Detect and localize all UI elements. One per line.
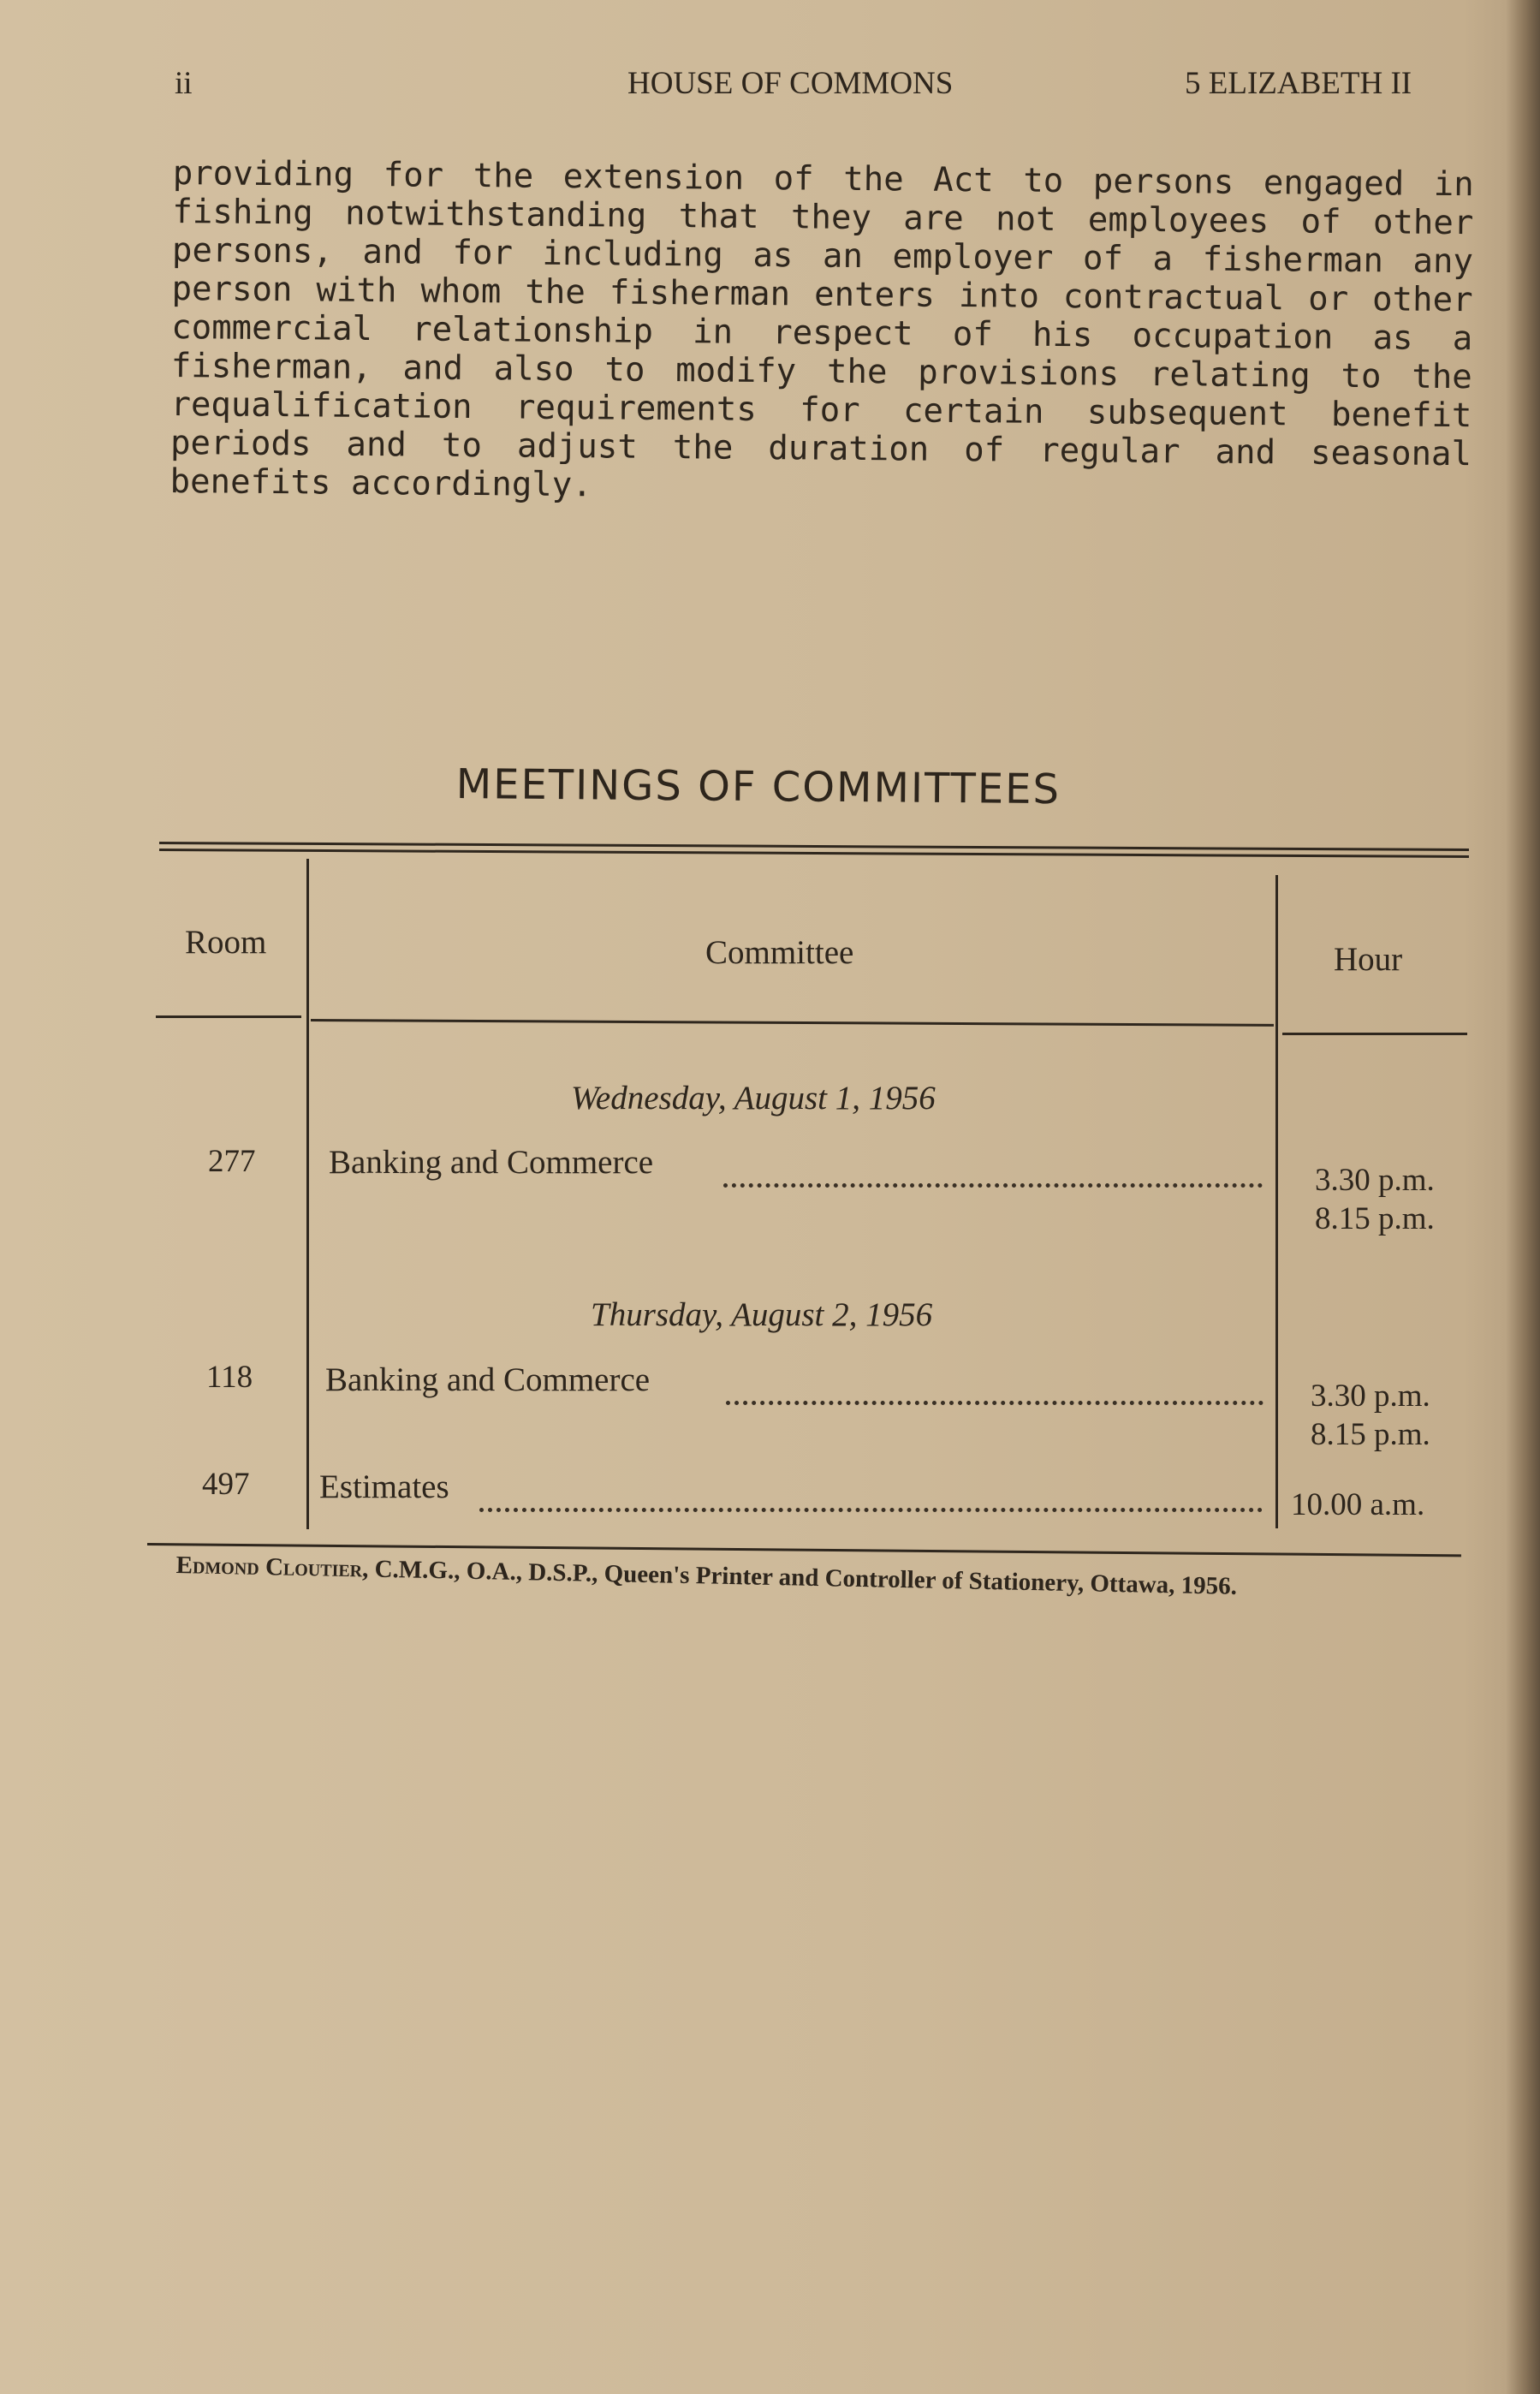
table-row-room: 118 (206, 1360, 253, 1395)
table-row-hour: 8.15 p.m. (1315, 1201, 1435, 1236)
day-heading-thursday: Thursday, August 2, 1956 (591, 1296, 933, 1333)
printer-name: Edmond Cloutier (175, 1551, 363, 1583)
running-title: HOUSE OF COMMONS (627, 66, 954, 101)
table-row-hour: 8.15 p.m. (1311, 1417, 1430, 1452)
column-divider-room (306, 859, 309, 1529)
regnal-year: 5 ELIZABETH II (1185, 66, 1412, 101)
dot-leader (726, 1397, 1264, 1405)
header-rule-room (156, 1015, 301, 1018)
column-divider-hour (1275, 875, 1278, 1528)
printer-imprint (175, 1551, 1237, 1601)
header-rule-committee (311, 1019, 1274, 1027)
column-header-room: Room (185, 924, 267, 961)
section-title: MEETINGS OF COMMITTEES (455, 760, 1061, 814)
table-row-room: 497 (202, 1467, 250, 1502)
table-row-hour: 3.30 p.m. (1311, 1379, 1430, 1414)
day-heading-wednesday: Wednesday, August 1, 1956 (571, 1080, 936, 1117)
table-row-hour: 3.30 p.m. (1315, 1163, 1435, 1198)
page-number: ii (175, 66, 193, 101)
header-rule-hour (1282, 1033, 1467, 1035)
table-row-committee: Banking and Commerce (325, 1361, 651, 1398)
page-edge-shadow (1506, 0, 1540, 2394)
table-row-committee: Estimates (319, 1468, 449, 1505)
dot-leader (723, 1180, 1263, 1188)
table-row-room: 277 (208, 1144, 256, 1179)
table-row-committee: Banking and Commerce (329, 1144, 654, 1181)
dot-leader (479, 1504, 1263, 1512)
column-header-committee: Committee (705, 934, 854, 971)
printer-details: , C.M.G., O.A., D.S.P., Queen's Printer and Controller of Stationery, Ottawa, 1956. (361, 1555, 1238, 1600)
column-header-hour: Hour (1334, 941, 1403, 978)
table-row-hour: 10.00 a.m. (1291, 1487, 1425, 1522)
body-paragraph: providing for the extension of the Act to persons engaged in fishing notwithstanding that they are not employees of other persons, and for including as an employer of a fisherman any person with whom the fisherman enters into contractual or other commercial relationship in respect of his occupation as a fisherman, and also to modify the provisions relating to the requalification requirements for certain subsequent benefit periods and to adjust the duration of regular and seasonal benefits accordingly. (169, 154, 1474, 505)
